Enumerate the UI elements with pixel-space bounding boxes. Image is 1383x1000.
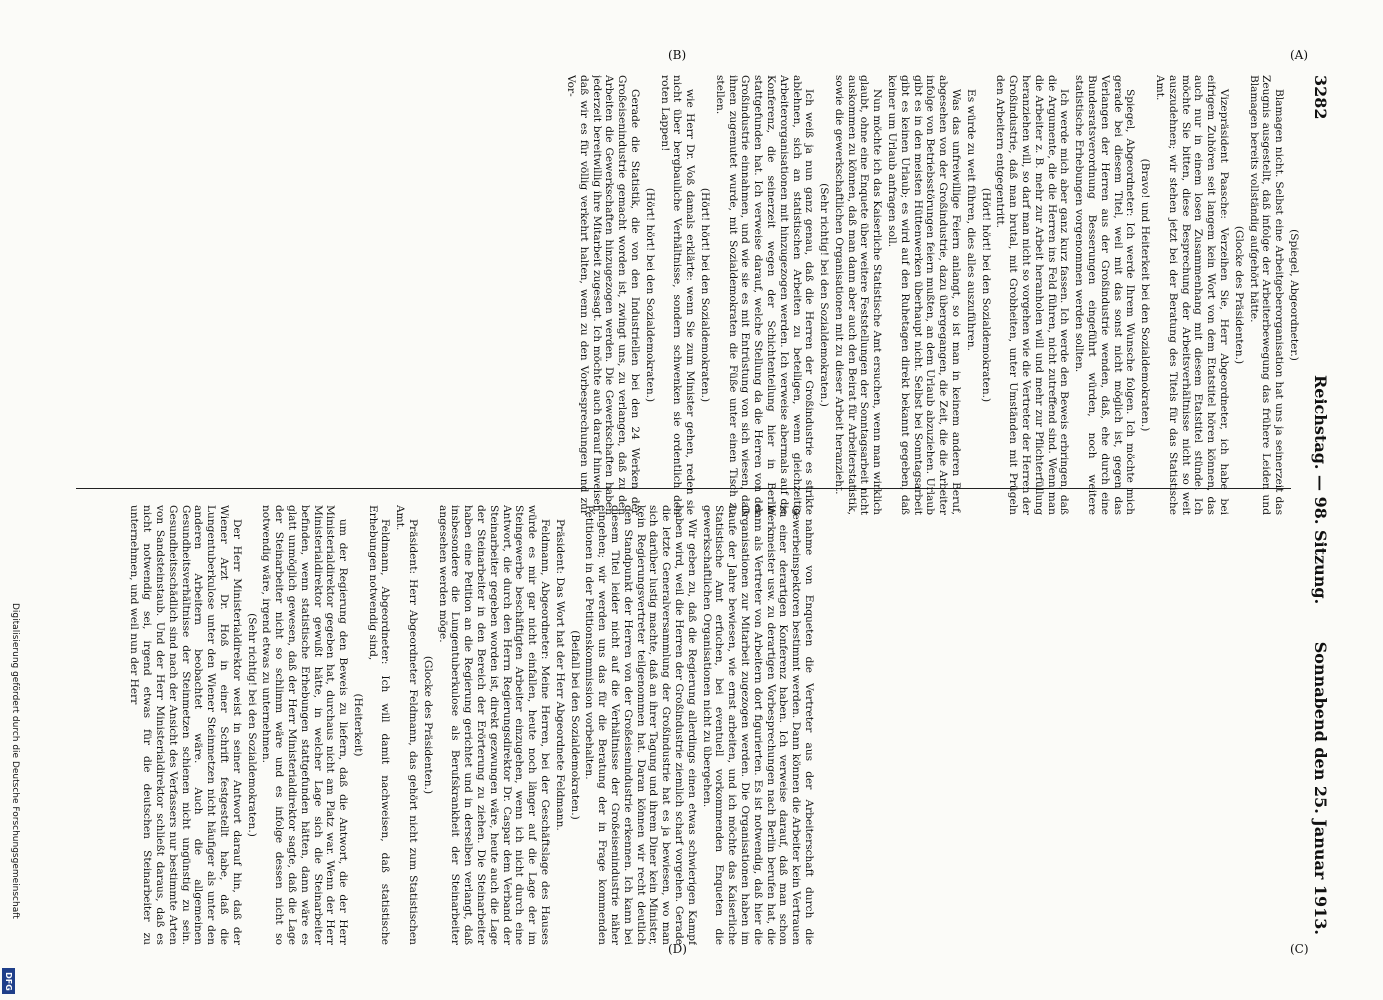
- paragraph: Der Herr Ministerialdirektor weist in seiner Antwort darauf hin, daß der Wiener Arzt Dr. Hoß in einer Schrift festgestellt habe, daß die Lungentuberkulose unter den Wiener Steinmetzen nicht häufiger als unter den anderen Arbeitern beobachtet wäre. Auch die allgemeinen Gesundheitsverhältnisse der Steinmetzen schienen nicht ungünstig zu sein. Gesundheitsschädlich sind nach der Ansicht des Verfassers nur bestimmte Arten von Sandsteinstaub. Und der Herr Ministerialdirektor schließt daraus, daß es nicht notwendig sei, irgend etwas für die deutschen Steinarbeiter zu unternehmen, und weil nun der Herr: [128, 505, 243, 945]
- paragraph: Nun möchte ich das Kaiserliche Statistische Amt ersuchen, wenn man wirklich glaubt, ohne eine Enquete über weitere Feststellungen der Sonntagsarbeit nicht auskommen zu können, daß man dann aber auch den Beirat für Arbeiterstatistik, sowie die gewerkschaftlichen Organisationen mit zu dieser Arbeit heranzieht.: [832, 75, 884, 515]
- margin-mark-c: (C): [1290, 942, 1309, 956]
- paragraph: Ich werde mich aber ganz kurz fassen. Ich werde den Beweis erbringen, daß die Argumente, die die Herren ins Feld führen, nicht zutreffend sind. Wenn man die Arbeiter z. B. mehr zur Arbeit heranholen will und mehr zur Pflichterfüllung heranziehen will, so darf man nicht so vorgehen wie die Vertreter der Herren der Großindustrie, daß man brutal, mit Grobheiten, unter Umständen mit Prügeln den Arbeitern entgegentritt.: [994, 75, 1071, 515]
- paragraph: (Hört! hört! bei den Sozialdemokraten.): [643, 187, 656, 403]
- paragraph: (Glocke des Präsidenten.): [421, 655, 434, 795]
- page-header: [1300, 75, 1330, 935]
- margin-mark-a: (A): [1290, 48, 1309, 62]
- session-date: Sonnabend den 25. Januar 1913.: [1311, 641, 1330, 935]
- paragraph: Gerade die Statistik, die von den Industriellen bei den 24 Werken der Großeisenindustrie gemacht worden ist, zwingt uns, zu verlangen, daß zu den Arbeiten die Gewerkschaften hinzugezogen werden. Die Gewerkschaften haben jederzeit bereitwillig ihre Mitarbeit zugesagt. Ich möchte auch darauf hinweisen, daß wir es für völlig verkehrt halten, wenn zu den Vorbesprechungen und zur Vor-: [564, 75, 641, 515]
- margin-mark-b: (B): [668, 48, 687, 62]
- paragraph: Feldmann, Abgeordneter: Meine Herren, bei der Geschäftslage des Hauses würde es mir gar nicht einfallen, heute noch länger auf die Lage der im Steingewerbe beschäftigten Arbeiter einzugehen, wenn ich nicht durch eine Antwort, die durch den Herrn Regierungsdirektor Dr. Caspar dem Verband der Steinarbeiter gegeben worden ist, direkt gezwungen wäre, heute auch die Lage der Steinarbeiter in den Bereich der Erörterung zu ziehen. Die Steinarbeiter haben eine Petition an die Regierung gerichtet und in derselben verlangt, daß insbesondere die Lungentuberkulose als Berufskrankheit der Steinarbeiter angesehen werden möge.: [436, 505, 552, 945]
- page-number: 3282: [1311, 75, 1330, 120]
- paragraph: (Sehr richtig! bei den Sozialdemokraten.): [818, 183, 831, 407]
- paragraph: Präsident: Das Wort hat der Herr Abgeordnete Feldmann.: [553, 519, 566, 831]
- paragraph: Ich weiß ja nun ganz genau, daß die Herren der Großindustrie es strikte ablehnen, sich an statistischen Arbeiten zu beteiligen, wenn gleichzeitig Arbeiterorganisationen mit hinzugezogen werden. Ich verweise abermals auf die Konferenz, die seinerzeit wegen der Schichtenteilung hier in Berlin stattgefunden hat. Ich verweise darauf, welche Stellung da die Herren von der Großindustrie einnahmen, und wie sie es mit Entrüstung von sich wiesen, daß ihnen zugemutet wurde, mit Sozialdemokraten die Füße unter einen Tisch zu stellen.: [713, 75, 816, 515]
- margin-mark-d: (D): [668, 942, 687, 956]
- paragraph: um der Regierung den Beweis zu liefern, daß die Antwort, die der Herr Ministerialdirektor gegeben hat, durchaus nicht am Platz war. Wenn der Herr Ministerialdirektor gewußt hätte, in welcher Lage sich die Steinarbeiter befinden, wenn statistische Erhebungen stattgefunden hätten, dann wäre es glatt unmöglich gewesen, daß der Herr Ministerialdirektor sagte, daß die Lage der Steinarbeiter nicht so schlimm wäre und es infolge dessen nicht so notwendig wäre, irgend etwas zu unternehmen.: [260, 505, 350, 945]
- paragraph: Wir geben zu, daß die Regierung allerdings einen etwas schwierigen Kampf haben wird, weil die Herren der Großindustrie ziemlich scharf vorgehen. Gerade die letzte Generalversammlung der Großindustrie hat es ja bewiesen, wo man sich darüber lustig machte, daß an ihrer Tagung und ihrem Diner kein Minister, kein Regierungsvertreter teilgenommen hat. Daran können wir recht deutlich den Standpunkt der Herren von der Großeisenindustrie erkennen. Ich kann bei diesem Titel leider nicht auf die Verhältnisse der Großeisenindustrie näher eingehen; wir werden uns das für die Beratung der in Frage kommenden Petitionen in der Petitionskommission vorbehalten.: [583, 505, 698, 945]
- paragraph: (Spiegel, Abgeordneter.): [1288, 229, 1300, 361]
- paragraph: Es würde zu weit führen, dies alles auszuführen.: [964, 89, 977, 351]
- paragraph: Feldmann, Abgeordneter: Ich will damit nachweisen, daß statistische Erhebungen notwendig sind,: [366, 505, 392, 945]
- paragraph: wie Herr Dr. Voß damals erklärte: wenn Sie zum Minister gehen, reden sie nicht über bergbauliche Verhältnisse, sondern schwenken sie ordentlich den roten Lappen!: [658, 75, 697, 515]
- paragraph: nahme von Enqueten die Vertreter aus der Arbeiterschaft durch die Gewerbeinspektoren bestimmt werden. Dann können die Arbeiter kein Vertrauen zu einer derartigen Konferenz haben. Ich verweise darauf, daß man schon Werkmeister usw. zu derartigen Vorbesprechungen nach Berlin berufen hat, die dann als Vertreter von Arbeitern dort figurierten. Es ist notwendig, daß hier die Organisationen zur Mitarbeit zugezogen werden. Die Organisationen haben im Laufe der Jahre bewiesen, wie ernst arbeiten, und ich möchte das Kaiserliche Statistische Amt erfuchen, bei eventuell vorkommenden Enqueten die gewerkschaftlichen Organisationen nicht zu übergehen.: [700, 505, 815, 945]
- paragraph: (Hört! hört! bei den Sozialdemokraten.): [698, 187, 711, 403]
- funding-note: Digitalisierung gefördert durch die Deutsche Forschungsgemeinschaft: [10, 603, 20, 919]
- paragraph: (Glocke des Präsidenten.): [1232, 225, 1245, 365]
- session-title: Reichstag. — 98. Sitzung.: [1311, 375, 1330, 605]
- paragraph: (Beifall bei den Sozialdemokraten.): [568, 630, 581, 820]
- dfg-logo: DFG: [2, 968, 15, 994]
- paragraph: Blamagen nicht. Selbst eine Arbeitgeberorganisation hat uns ja seinerzeit das Zeugnis ausgestellt, daß infolge der Arbeiterbewegung das frühere Leiden und Blamagen bereits vollständig aufgehört hätte.: [1247, 75, 1286, 515]
- text-column-right: [0, 505, 815, 945]
- paragraph: (Heiterkeit): [351, 693, 364, 757]
- paragraph: (Sehr richtig! bei den Sozialdemokraten.): [245, 613, 258, 837]
- paragraph: Was das unfreiwillige Feiern anlangt, so ist man in keinem anderen Beruf, abgesehen von der Großindustrie, dazu übergegangen, die Zeit, die die Arbeiter infolge von Betriebsstörungen feiern mußten, an dem Urlaub abzuziehen. Urlaub gibt es in den meisten Hüttenwerken überhaupt nicht. Selbst bei Sonntagsarbeit gibt es keinen Urlaub; es wird auf den Ruhetagen direkt bekannt gegeben, daß keiner um Urlaub anfragen soll.: [886, 75, 963, 515]
- paragraph: Vizepräsident Paasche: Verzeihen Sie, Herr Abgeordneter, ich habe bei eifrigem Zuhören seit langem kein Wort von dem Etatstitel hören können, das auch nur in einem losen Zusammenhang mit diesem Etatstitel stünde. Ich möchte Sie bitten, diese Besprechung der Arbeitsverhältnisse nicht so weit auszudehnen; wir stehen jetzt bei der Beratung des Titels für das Statistische Amt.: [1154, 75, 1231, 515]
- paragraph: (Hört! hört! bei den Sozialdemokraten.): [979, 187, 992, 403]
- text-column-left: [60, 75, 1300, 515]
- paragraph: (Bravo! und Heiterkeit bei den Sozialdemokraten.): [1139, 158, 1152, 432]
- paragraph: Präsident: Herr Abgeordneter Feldmann, das gehört nicht zum Statistischen Amt.: [394, 505, 420, 945]
- paragraph: Spiegel, Abgeordneter: Ich werde Ihrem Wunsche folgen. Ich möchte mich gerade bei diesem Titel, weil mit das sonst nicht möglich ist, gegen das Verlangen der Herren aus der Großindustrie wenden, daß, ehe durch eine Bundesratsverordnung Besserungen eingeführt würden, noch weitere statistische Erhebungen vorgenommen werden sollten.: [1073, 75, 1137, 515]
